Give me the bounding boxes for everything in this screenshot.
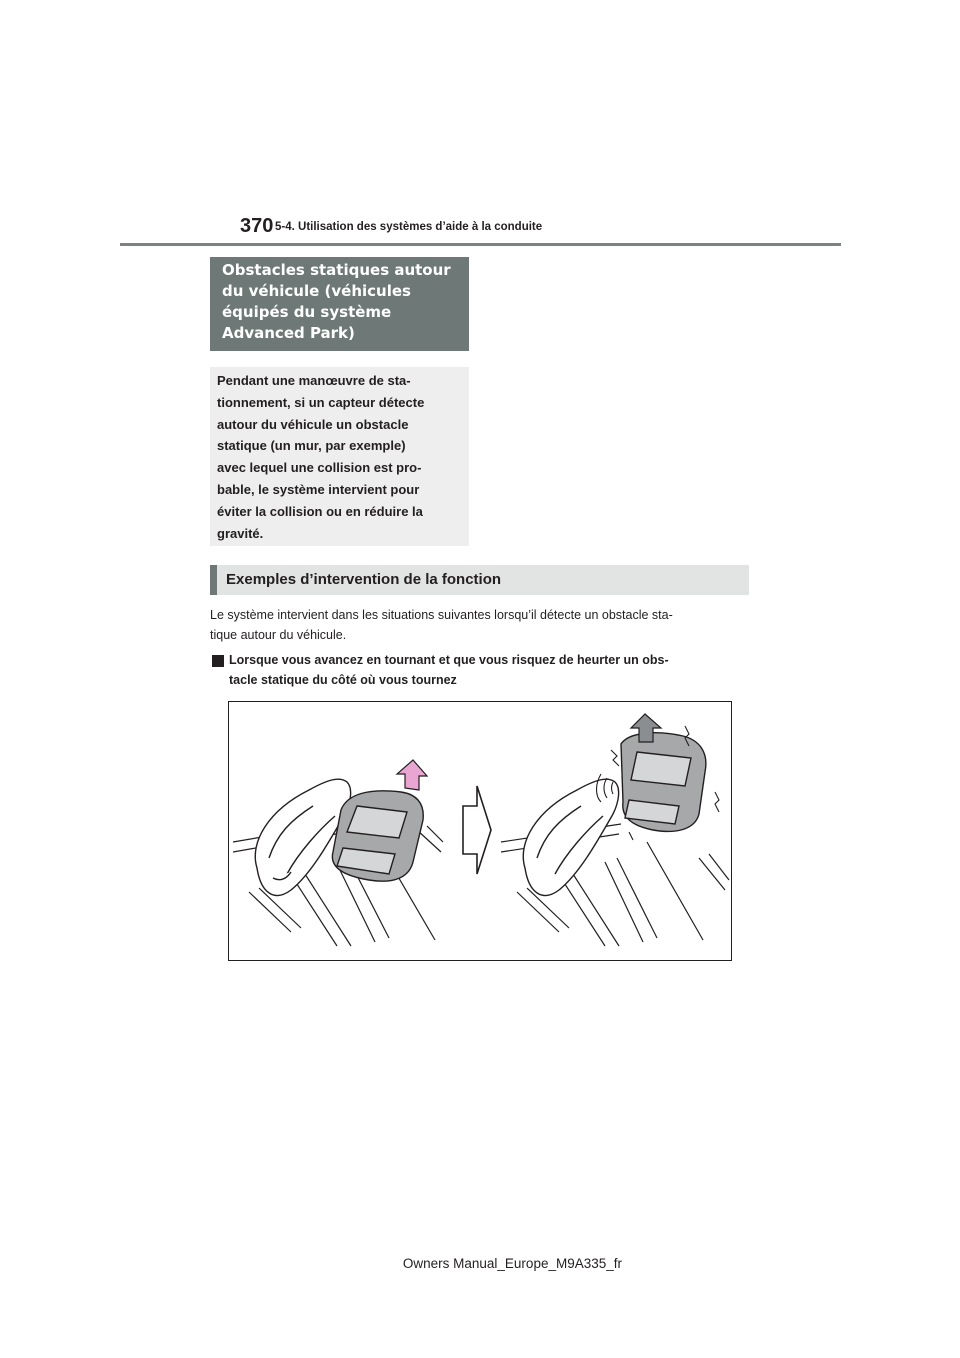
turn-direction-arrow-pink bbox=[397, 760, 427, 790]
header-divider bbox=[120, 243, 841, 246]
intro-line: statique (un mur, par exemple) bbox=[217, 438, 406, 454]
parked-car-right bbox=[523, 779, 618, 895]
page-number: 370 bbox=[240, 215, 274, 237]
transition-arrow-icon bbox=[463, 786, 491, 874]
intro-line: bable, le système intervient pour bbox=[217, 481, 420, 497]
parking-scenario-illustration bbox=[228, 701, 732, 961]
footer-document-id: Owners Manual_Europe_M9A335_fr bbox=[402, 1256, 622, 1271]
body-line: Le système intervient dans les situations suivantes lorsqu’il détecte un obstacle sta- bbox=[210, 608, 673, 622]
body-line: tique autour du véhicule. bbox=[210, 628, 347, 642]
stopped-car-right bbox=[621, 733, 706, 832]
intro-summary-box bbox=[210, 367, 469, 546]
intro-line: avec lequel une collision est pro- bbox=[217, 460, 422, 476]
parking-scenario-drawing bbox=[229, 702, 732, 961]
intro-line: tionnement, si un capteur détecte bbox=[217, 394, 425, 410]
section-title: 5-4. Utilisation des systèmes d’aide à la conduite bbox=[275, 221, 543, 233]
turning-car-left bbox=[332, 791, 423, 881]
intro-line: gravité. bbox=[217, 525, 264, 541]
topic-heading-line: Advanced Park) bbox=[222, 324, 355, 342]
topic-heading-line: équipés du système bbox=[222, 303, 392, 321]
bullet-line: Lorsque vous avancez en tournant et que vous risquez de heurter un obs- bbox=[229, 653, 669, 667]
bullet-line: tacle statique du côté où vous tournez bbox=[229, 673, 457, 687]
intro-line: éviter la collision ou en réduire la bbox=[217, 503, 423, 519]
topic-heading-box bbox=[210, 257, 469, 351]
topic-heading-line: Obstacles statiques autour bbox=[222, 261, 451, 279]
topic-heading-line: du véhicule (véhicules bbox=[222, 282, 411, 300]
body-paragraph bbox=[210, 605, 755, 645]
bullet-heading bbox=[229, 650, 759, 690]
intro-line: autour du véhicule un obstacle bbox=[217, 416, 409, 432]
intro-line: Pendant une manœuvre de sta- bbox=[217, 373, 411, 388]
square-bullet-icon bbox=[212, 655, 224, 667]
subsection-heading: Exemples d’intervention de la fonction bbox=[210, 565, 749, 595]
